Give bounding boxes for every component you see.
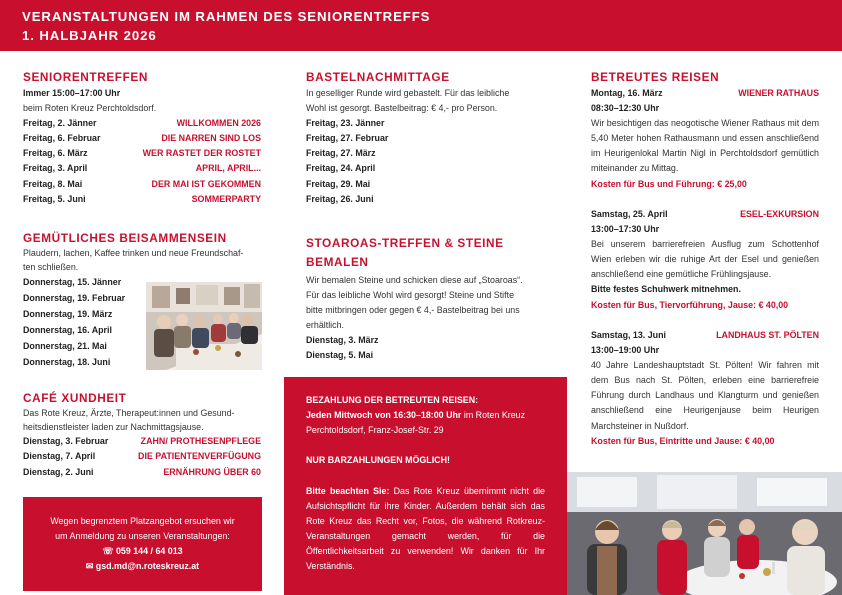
event-date: Freitag, 27. Februar bbox=[306, 133, 389, 144]
basteln-section bbox=[306, 70, 544, 207]
event-topic: SOMMERPARTY bbox=[191, 193, 261, 204]
trip-date: Samstag, 13. Juni bbox=[591, 329, 666, 340]
anmeldung-line-2: um Anmeldung zu unseren Veranstaltungen: bbox=[55, 531, 230, 542]
event-date: Freitag, 24. April bbox=[306, 163, 376, 174]
event-date: Donnerstag, 19. März bbox=[23, 309, 113, 320]
event-date: Dienstag, 3. Februar bbox=[23, 436, 109, 447]
stoaroas-section bbox=[306, 234, 544, 363]
event-date: Freitag, 26. Juni bbox=[306, 193, 374, 204]
header-subtitle: 1. HALBJAHR 2026 bbox=[22, 28, 157, 43]
list-item bbox=[23, 192, 261, 207]
list-item bbox=[23, 449, 261, 464]
bezahlung-address: Perchtoldsdorf, Franz-Josef-Str. 29 bbox=[306, 425, 444, 436]
trip-extra: Bitte festes Schuhwerk mitnehmen. bbox=[591, 284, 741, 295]
event-date: Freitag, 23. Jänner bbox=[306, 118, 385, 129]
phone-number[interactable]: 059 144 / 64 013 bbox=[115, 546, 183, 557]
seniorentreffen-place: beim Roten Kreuz Perchtoldsdorf. bbox=[23, 102, 157, 113]
stoaroas-title-2: BEMALEN bbox=[306, 255, 369, 270]
basteln-desc-2: Wohl ist gesorgt. Bastelbeitrag: € 4,- pro Person. bbox=[306, 102, 498, 113]
trip-header bbox=[591, 86, 819, 101]
list-item bbox=[306, 161, 544, 176]
event-topic: DER MAI IST GEKOMMEN bbox=[151, 178, 261, 189]
photo-trip-dinner bbox=[567, 472, 842, 595]
beisammensein-desc-1: Plaudern, lachen, Kaffee trinken und neue Freundschaf- bbox=[23, 247, 244, 258]
trip-cost: Kosten für Bus, Eintritte und Jause: € 40,00 bbox=[591, 435, 775, 446]
list-item bbox=[306, 177, 544, 192]
trip-header bbox=[591, 328, 819, 343]
cafe-title: CAFÉ XUNDHEIT bbox=[23, 391, 127, 405]
list-item bbox=[306, 131, 544, 146]
trip-cost: Kosten für Bus, Tiervorführung, Jause: € 40,00 bbox=[591, 299, 789, 310]
column-left bbox=[23, 70, 261, 207]
seniorentreffen-time: Immer 15:00–17:00 Uhr bbox=[23, 87, 121, 98]
phone-icon: ☏ bbox=[102, 546, 114, 557]
cafe-section bbox=[23, 391, 261, 480]
event-date: Donnerstag, 19. Februar bbox=[23, 293, 126, 304]
bezahlung-time-rest: im Roten Kreuz bbox=[461, 410, 526, 421]
list-item bbox=[23, 116, 261, 131]
bezahlung-note-bold: Bitte beachten Sie: bbox=[306, 485, 390, 496]
trip-desc: 40 Jahre Landeshauptstadt St. Pölten! Wir fahren mit dem Bus nach St. Pölten, erleben eine barrierefreie Führung durch Landhaus und Klangturm und genießen anschließend eine Heurigenjause beim Heurigen Marchsteiner in Nußdorf. bbox=[591, 359, 819, 431]
event-date: Dienstag, 2. Juni bbox=[23, 466, 94, 477]
trip-time: 13:00–17:30 Uhr bbox=[591, 223, 660, 234]
event-date: Freitag, 6. Februar bbox=[23, 133, 101, 144]
event-date: Freitag, 2. Jänner bbox=[23, 118, 97, 129]
list-item bbox=[306, 146, 544, 161]
event-topic: APRIL, APRIL... bbox=[195, 163, 261, 174]
event-date: Dienstag, 7. April bbox=[23, 451, 96, 462]
bezahlung-note bbox=[306, 484, 545, 575]
stoaroas-desc-3: bitte mitbringen oder gegen € 4,- Bastelbeitrag bei uns bbox=[306, 304, 520, 315]
trip-date: Montag, 16. März bbox=[591, 87, 663, 98]
trip-time: 13:00–19:00 Uhr bbox=[591, 344, 660, 355]
event-date: Freitag, 8. Mai bbox=[23, 178, 83, 189]
bezahlung-cash: NUR BARZAHLUNGEN MÖGLICH! bbox=[306, 455, 450, 466]
trip-name: ESEL-EXKURSION bbox=[740, 208, 819, 219]
anmeldung-line-1: Wegen begrenztem Platzangebot ersuchen wir bbox=[50, 516, 235, 526]
list-item bbox=[306, 333, 544, 348]
list-item bbox=[306, 192, 544, 207]
bezahlung-title: BEZAHLUNG DER BETREUTEN REISEN: bbox=[306, 395, 479, 405]
event-topic: WER RASTET DER ROSTET bbox=[142, 148, 261, 159]
event-date: Donnerstag, 16. April bbox=[23, 324, 112, 335]
anmeldung-box bbox=[23, 497, 262, 591]
list-item bbox=[23, 434, 261, 449]
event-topic: DIE NARREN SIND LOS bbox=[161, 133, 261, 144]
beisammensein-title: GEMÜTLICHES BEISAMMENSEIN bbox=[23, 231, 227, 245]
list-item bbox=[306, 116, 544, 131]
event-topic: DIE PATIENTENVERFÜGUNG bbox=[138, 451, 261, 462]
list-item bbox=[23, 177, 261, 192]
reisen-section bbox=[591, 70, 819, 449]
trip-name: WIENER RATHAUS bbox=[738, 87, 819, 98]
list-item bbox=[23, 465, 261, 480]
photo-trip-dinner-image bbox=[567, 472, 842, 595]
trip-rathaus bbox=[591, 86, 819, 192]
list-item bbox=[23, 146, 261, 161]
bezahlung-note-rest: Das Rote Kreuz übernimmt nicht die Aufsichtspflicht für ihre Kinder. Außerdem behält sich das Rote Kreuz das Recht vor, Fotos, die während Rotkreuz-Veranstaltungen gemacht werden, für die Öffentlichkeitsarbeit zu verwenden! Wir danken für Ihr Verständnis. bbox=[306, 485, 545, 572]
event-date: Dienstag, 5. Mai bbox=[306, 350, 374, 361]
bezahlung-box bbox=[284, 377, 567, 595]
reisen-title: BETREUTES REISEN bbox=[591, 70, 720, 84]
basteln-title: BASTELNACHMITTAGE bbox=[306, 70, 450, 84]
anmeldung-email bbox=[23, 559, 262, 574]
header-banner bbox=[0, 0, 842, 51]
event-topic: ZAHN/ PROTHESENPFLEGE bbox=[140, 436, 261, 447]
event-date: Donnerstag, 21. Mai bbox=[23, 340, 107, 351]
bezahlung-time-bold: Jeden Mittwoch von 16:30–18:00 Uhr bbox=[306, 410, 462, 421]
list-item bbox=[23, 131, 261, 146]
event-date: Freitag, 3. April bbox=[23, 163, 88, 174]
event-date: Dienstag, 3. März bbox=[306, 335, 379, 346]
email-address[interactable]: gsd.md@n.roteskreuz.at bbox=[95, 561, 200, 572]
stoaroas-title-1: STOAROAS-TREFFEN & STEINE bbox=[306, 236, 504, 250]
trip-esel bbox=[591, 207, 819, 313]
event-date: Freitag, 27. März bbox=[306, 148, 376, 159]
event-date: Freitag, 5. Juni bbox=[23, 193, 86, 204]
trip-time: 08:30–12:30 Uhr bbox=[591, 102, 660, 113]
basteln-dates bbox=[306, 116, 544, 207]
stoaroas-desc-1: Wir bemalen Steine und schicken diese auf „Stoaroas“. bbox=[306, 274, 523, 285]
trip-header bbox=[591, 207, 819, 222]
event-topic: ERNÄHRUNG ÜBER 60 bbox=[163, 466, 261, 477]
cafe-desc-1: Das Rote Kreuz, Ärzte, Therapeut:innen und Gesund- bbox=[23, 407, 235, 418]
seniorentreffen-title: SENIORENTREFFEN bbox=[23, 70, 149, 84]
trip-cost: Kosten für Bus und Führung: € 25,00 bbox=[591, 178, 747, 189]
photo-seniors-gathering-image bbox=[146, 282, 262, 370]
stoaroas-desc-2: Für das leibliche Wohl wird gesorgt! Steine und Stifte bbox=[306, 289, 515, 300]
event-date: Donnerstag, 18. Juni bbox=[23, 356, 111, 367]
seniorentreffen-list bbox=[23, 116, 261, 207]
cafe-list bbox=[23, 434, 261, 479]
trip-desc: Bei unserem barrierefreien Ausflug zum Schottenhof Wien erleben wir die ruhige Art der Esel und genießen anschließend eine gemütliche Frühlingsjause. bbox=[591, 239, 819, 280]
trip-name: LANDHAUS ST. PÖLTEN bbox=[716, 329, 819, 340]
anmeldung-phone bbox=[23, 544, 262, 559]
trip-desc: Wir besichtigen das neogotische Wiener Rathaus mit dem 5,40 Meter hohen Rathausmann und essen anschließend im Heurigenlokal Martin Nigl in Perchtoldsdorf gemütlich miteinander zu Mittag. bbox=[591, 118, 819, 174]
event-date: Freitag, 29. Mai bbox=[306, 178, 371, 189]
trip-stpoelten bbox=[591, 328, 819, 449]
basteln-desc-1: In geselliger Runde wird gebastelt. Für das leibliche bbox=[306, 87, 510, 98]
trip-date: Samstag, 25. April bbox=[591, 208, 668, 219]
header-title: VERANSTALTUNGEN IM RAHMEN DES SENIORENTREFFS bbox=[22, 9, 431, 24]
mail-icon: ✉ bbox=[85, 561, 94, 572]
bezahlung-time bbox=[306, 408, 545, 423]
event-topic: WILLKOMMEN 2026 bbox=[176, 118, 261, 129]
list-item bbox=[306, 348, 544, 363]
beisammensein-desc-2: ten schließen. bbox=[23, 261, 79, 272]
event-date: Freitag, 6. März bbox=[23, 148, 88, 159]
event-date: Donnerstag, 15. Jänner bbox=[23, 277, 122, 288]
cafe-desc-2: heitsdienstleister laden zur Nachmittagsjause. bbox=[23, 421, 204, 432]
list-item bbox=[23, 161, 261, 176]
photo-seniors-gathering bbox=[146, 282, 262, 370]
stoaroas-desc-4: erhältlich. bbox=[306, 319, 344, 330]
